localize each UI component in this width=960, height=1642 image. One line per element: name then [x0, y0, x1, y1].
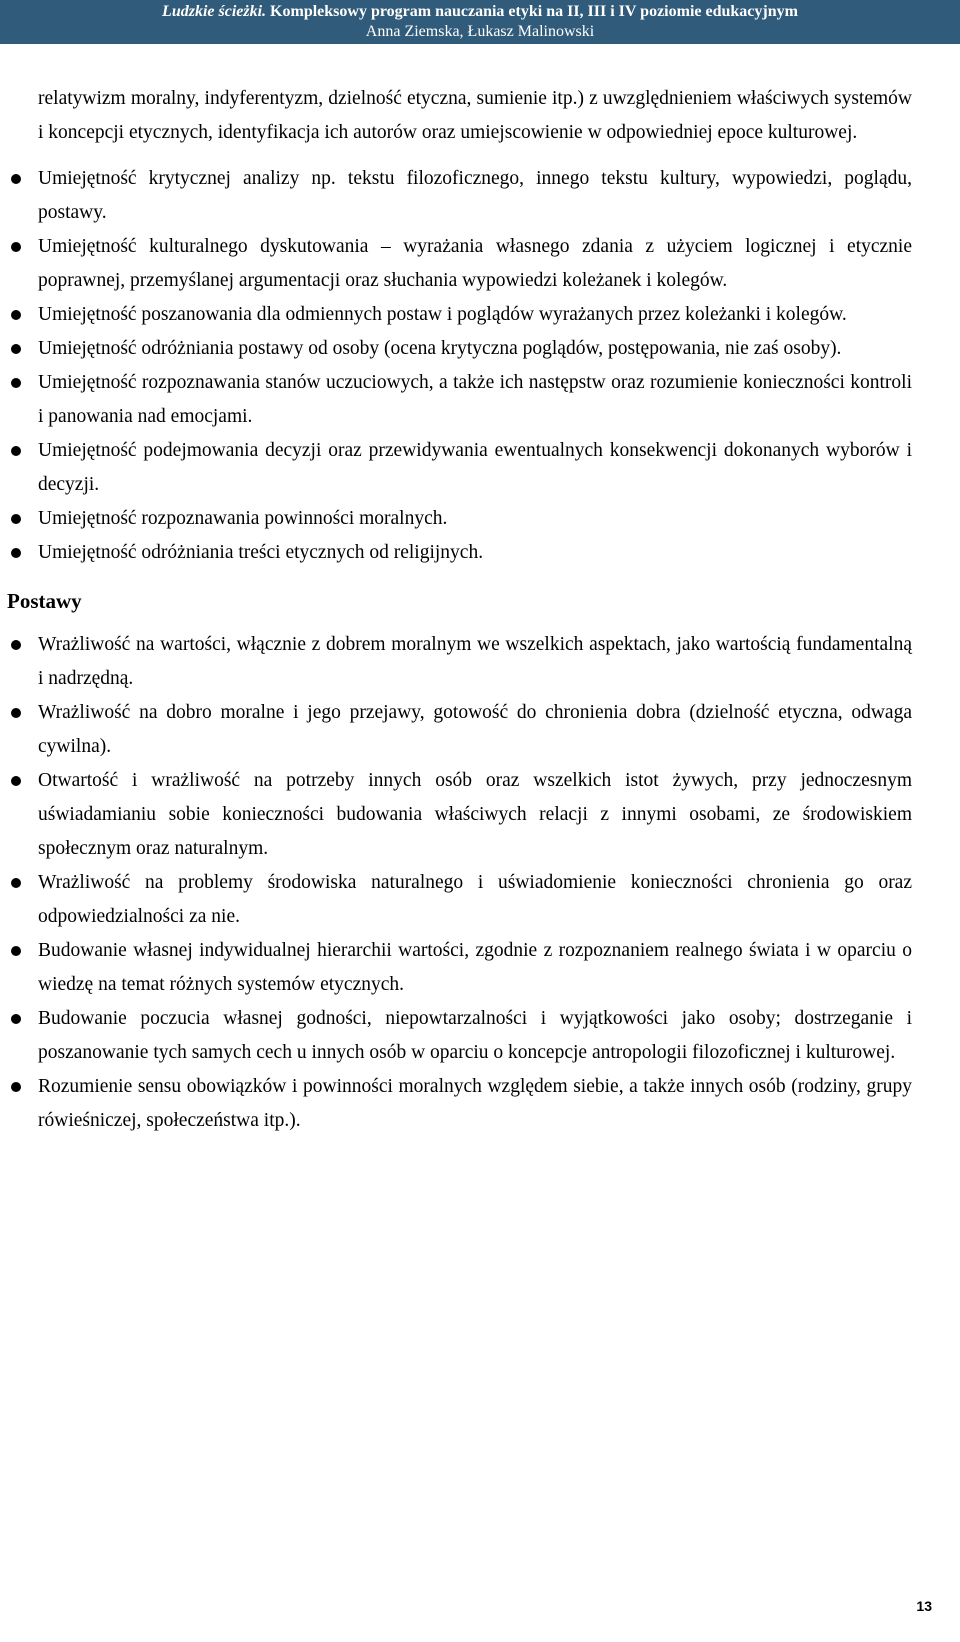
list-item: Wrażliwość na dobro moralne i jego przejawy, gotowość do chronienia dobra (dzielność etyczna, odwaga cywilna). [38, 696, 912, 764]
page-header [0, 0, 960, 44]
list-item: Rozumienie sensu obowiązków i powinności moralnych względem siebie, a także innych osób (rodziny, grupy rówieśniczej, społeczeństwa itp.). [38, 1070, 912, 1138]
header-title-italic: Ludzkie ścieżki. [162, 3, 267, 20]
header-title-rest: Kompleksowy program nauczania etyki na II, III i IV poziomie edukacyjnym [266, 3, 798, 20]
list-item: Umiejętność odróżniania postawy od osoby (ocena krytyczna poglądów, postępowania, nie zaś osoby). [38, 332, 912, 366]
list-item: Umiejętność kulturalnego dyskutowania – wyrażania własnego zdania z użyciem logicznej i etycznie poprawnej, przemyślanej argumentacji oraz słuchania wypowiedzi koleżanek i kolegów. [38, 230, 912, 298]
list-item: Umiejętność rozpoznawania stanów uczuciowych, a także ich następstw oraz rozumienie konieczności kontroli i panowania nad emocjami. [38, 366, 912, 434]
attitudes-list [38, 628, 912, 1138]
section-heading-attitudes: Postawy [7, 589, 82, 613]
list-item: Umiejętność poszanowania dla odmiennych postaw i poglądów wyrażanych przez koleżanki i kolegów. [38, 298, 912, 332]
list-item: Umiejętność krytycznej analizy np. tekstu filozoficznego, innego tekstu kultury, wypowiedzi, poglądu, postawy. [38, 162, 912, 230]
list-item: Wrażliwość na wartości, włącznie z dobrem moralnym we wszelkich aspektach, jako wartością fundamentalną i nadrzędną. [38, 628, 912, 696]
list-item: Budowanie własnej indywidualnej hierarchii wartości, zgodnie z rozpoznaniem realnego świata i w oparciu o wiedzę na temat różnych systemów etycznych. [38, 934, 912, 1002]
list-item: Otwartość i wrażliwość na potrzeby innych osób oraz wszelkich istot żywych, przy jednoczesnym uświadamianiu sobie konieczności budowania właściwych relacji z innymi osobami, ze środowiskiem społecznym oraz naturalnym. [38, 764, 912, 866]
list-item: Budowanie poczucia własnej godności, niepowtarzalności i wyjątkowości jako osoby; dostrzeganie i poszanowanie tych samych cech u innych osób w oparciu o koncepcje antropologii filozoficznej i kulturowej. [38, 1002, 912, 1070]
list-item: Umiejętność podejmowania decyzji oraz przewidywania ewentualnych konsekwencji dokonanych wyborów i decyzji. [38, 434, 912, 502]
list-item: Umiejętność rozpoznawania powinności moralnych. [38, 502, 912, 536]
list-item: Wrażliwość na problemy środowiska naturalnego i uświadomienie konieczności chronienia go oraz odpowiedzialności za nie. [38, 866, 912, 934]
header-authors: Anna Ziemska, Łukasz Malinowski [365, 23, 595, 40]
continuation-block [38, 82, 912, 150]
list-item: Umiejętność odróżniania treści etycznych od religijnych. [38, 536, 912, 570]
header-title [0, 0, 960, 22]
continuation-text: relatywizm moralny, indyferentyzm, dzielność etyczna, sumienie itp.) z uwzględnieniem właściwych systemów i koncepcji etycznych, identyfikacja ich autorów oraz umiejscowienie w odpowiedniej epoce kulturowej. [38, 88, 912, 143]
skills-list [38, 162, 912, 570]
page-number: 13 [916, 1598, 932, 1614]
page-content [7, 82, 912, 1138]
